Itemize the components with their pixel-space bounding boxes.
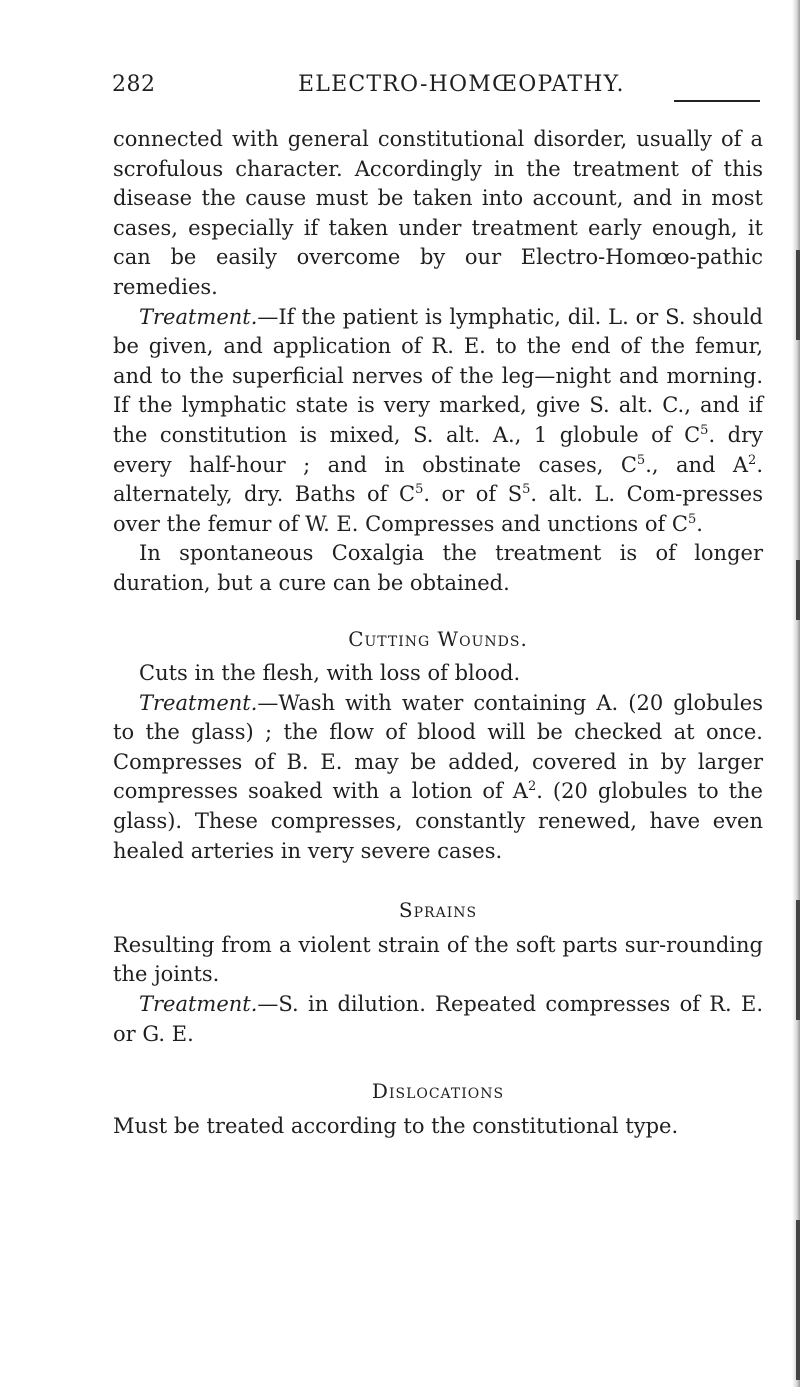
paragraph-dislocations: Must be treated according to the constitutional type. [113, 1113, 679, 1138]
paragraph-cutting-intro: Cuts in the flesh, with loss of blood. [139, 661, 521, 686]
page-number: 282 [112, 72, 156, 97]
page-edge-mark [796, 250, 800, 340]
paragraph-coxalgia-treatment: Treatment.—If the patient is lymphatic, dil. L. or S. should be given, and application of R. E. to the end of the femur, and to the superficial nerves of the leg—night and morning. If the lymphatic state is very marked, give S. alt. C., and if the constitution is mixed, S. alt. A., 1 globule of $C^5$. dry every half-hour ; and in obstinate cases, $C^5$., and $A^2$. alternately, dry. Baths of $C^5$. or of $S^5$. alt. L. Com-presses over the femur of W. E. Compresses and unctions of $C^5$. [113, 304, 763, 536]
page-body [113, 125, 763, 1141]
page-edge-shadow [792, 0, 800, 1387]
treatment-label: Treatment. [139, 992, 258, 1017]
header-rule [674, 100, 760, 102]
heading-dislocations: Dislocations [371, 1079, 505, 1104]
page-edge-mark [796, 900, 800, 1020]
paragraph-coxalgia-intro: connected with general constitutional disorder, usually of a scrofulous character. Accordingly in the treatment of this disease the cause must be taken into account, and in most cases, especially if taken under treatment early enough, it can be easily overcome by our Electro-Homœo-pathic remedies. [113, 127, 763, 299]
paragraph-spontaneous-coxalgia: In spontaneous Coxalgia the treatment is of longer duration, but a cure can be obtained. [113, 541, 763, 595]
paragraph-cutting-treatment: Treatment.—Wash with water containing A. (20 globules to the glass) ; the flow of blood will be checked at once. Compresses of B. E. may be added, covered in by larger compresses soaked with a lotion of $A^2$. (20 globules to the glass). These compresses, constantly renewed, have even healed arteries in very severe cases. [113, 690, 763, 863]
paragraph-sprains-intro: Resulting from a violent strain of the soft parts sur-rounding the joints. [113, 932, 763, 987]
page-edge-mark [796, 1220, 800, 1380]
running-title: ELECTRO-HOMŒOPATHY. [298, 72, 625, 97]
paragraph-sprains-treatment: Treatment.—S. in dilution. Repeated compresses of R. E. or G. E. [113, 992, 763, 1046]
page-edge-mark [796, 560, 800, 620]
running-head [112, 72, 760, 106]
treatment-label: Treatment. [139, 304, 258, 329]
treatment-label: Treatment. [139, 690, 258, 715]
heading-cutting-wounds: Cutting Wounds. [348, 626, 528, 651]
heading-sprains: Sprains [398, 898, 478, 923]
